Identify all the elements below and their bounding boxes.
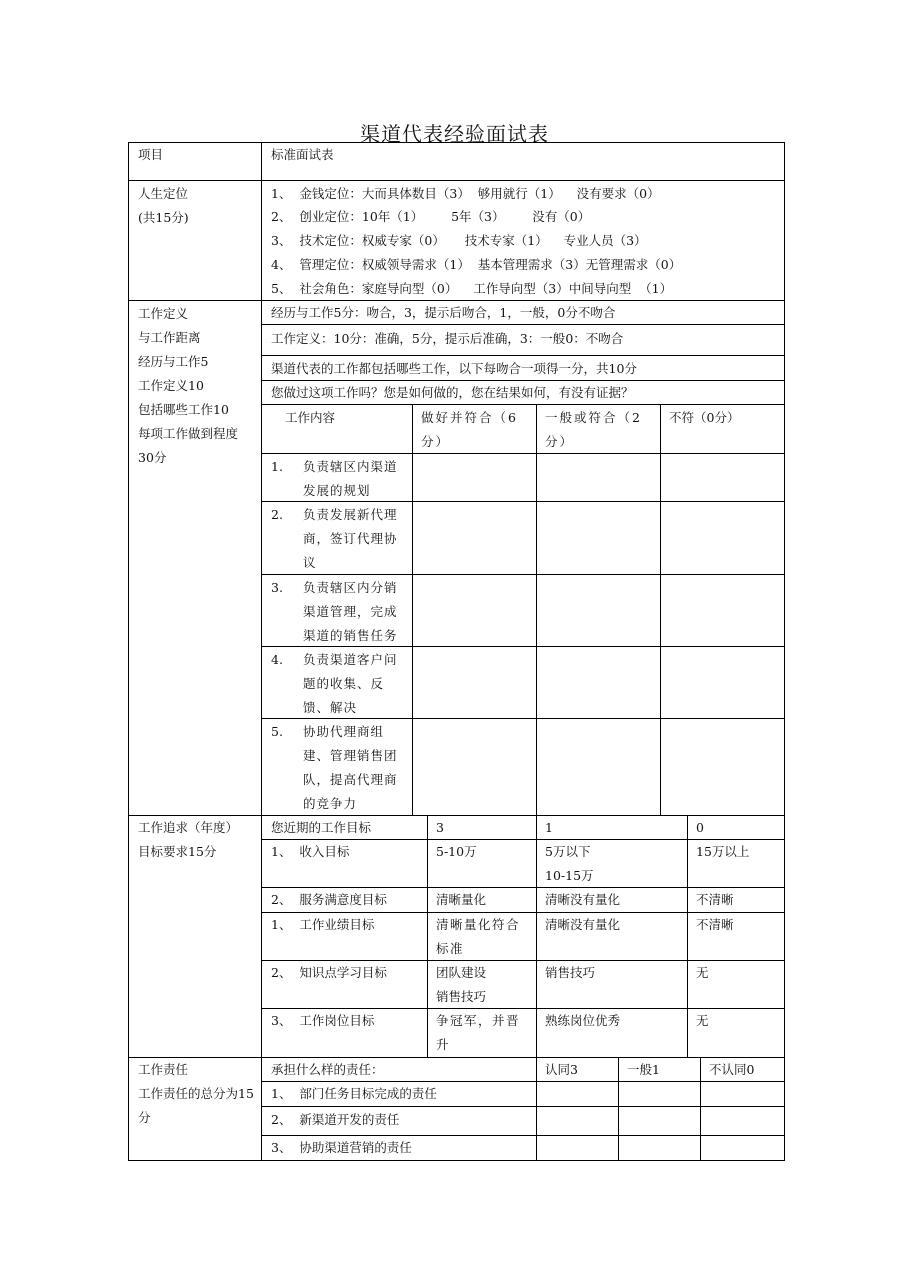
column-divider	[412, 404, 413, 815]
task-number: 4.	[271, 652, 283, 667]
goal-score-1: 清晰没有量化	[545, 892, 621, 907]
task-number: 1.	[271, 459, 283, 474]
life-positioning-score: (共15分)	[138, 210, 189, 225]
task-number: 5.	[271, 724, 283, 739]
goal-score-3: 争冠军，并晋升	[436, 1013, 521, 1052]
work-definition-label: 与工作距离	[138, 330, 201, 345]
goal-score-0: 不清晰	[696, 917, 734, 932]
evidence-question: 您做过这项工作吗？您是如何做的，您在结果如何，有没有证据？	[271, 385, 634, 400]
work-definition-label: 30分	[138, 450, 167, 465]
goal-score-0: 无	[696, 1013, 709, 1028]
column-divider	[700, 1057, 701, 1161]
work-definition-label: 工作定义	[138, 306, 189, 321]
life-positioning-line: 2、 创业定位：10年（1） 5年（3） 没有（0）	[271, 209, 591, 224]
goal-score-3: 5-10万	[436, 844, 477, 859]
column-divider	[536, 404, 537, 815]
goal-score-3: 清晰量化	[436, 892, 487, 907]
header-project-label: 项目	[138, 147, 164, 162]
column-divider	[618, 1057, 619, 1161]
goal-score-1: 熟练岗位优秀	[545, 1013, 621, 1028]
responsibility-label: 工作责任	[138, 1062, 189, 1077]
tasks-header-mismatch: 不符（0分）	[669, 410, 740, 425]
goal-score-1: 销售技巧	[545, 965, 596, 980]
goal-item: 1、 工作业绩目标	[271, 917, 375, 932]
task-number: 2.	[271, 507, 283, 522]
goal-score-0: 15万以上	[696, 844, 750, 859]
task-text: 负责渠道客户问题的收集、反馈、解决	[303, 652, 398, 715]
responsibility-header: 承担什么样的责任：	[271, 1062, 384, 1077]
responsibility-item: 1、 部门任务目标完成的责任	[271, 1086, 437, 1101]
tasks-header-content: 工作内容	[285, 410, 336, 425]
life-positioning-line: 5、 社会角色：家庭导向型（0） 工作导向型（3）中间导向型 （1）	[271, 281, 673, 296]
responsibility-score: 工作责任的总分为15分	[138, 1086, 254, 1125]
experience-scoring: 经历与工作5分：吻合，3，提示后吻合，1，一般，0分不吻合	[271, 305, 616, 320]
goal-score-3: 团队建设 销售技巧	[436, 965, 487, 1004]
responsibility-item: 3、 协助渠道营销的责任	[271, 1140, 412, 1155]
page-title: 渠道代表经验面试表	[360, 122, 549, 146]
tasks-header-average: 一般或符合（2分）	[545, 410, 642, 449]
goal-score-1: 1	[545, 820, 553, 835]
goal-score-0: 0	[696, 820, 704, 835]
column-divider	[536, 1057, 537, 1161]
life-positioning-line: 4、 管理定位：权威领导需求（1） 基本管理需求（3）无管理需求（0）	[271, 257, 682, 272]
definition-scoring: 工作定义：10分：准确，5分，提示后准确，3：一般0：不吻合	[271, 331, 624, 346]
life-positioning-label: 人生定位	[138, 186, 189, 201]
goal-item: 2、 知识点学习目标	[271, 965, 387, 980]
work-pursuit-label: 工作追求（年度）	[138, 820, 239, 835]
goal-score-0: 无	[696, 965, 709, 980]
goal-item: 2、 服务满意度目标	[271, 892, 387, 907]
column-divider	[660, 404, 661, 815]
goal-score-1: 清晰没有量化	[545, 917, 621, 932]
column-divider	[427, 815, 428, 1057]
row-divider	[261, 355, 785, 356]
section-divider	[128, 180, 785, 181]
goal-item: 3、 工作岗位目标	[271, 1013, 375, 1028]
goal-score-3: 清晰量化符合标准	[436, 917, 521, 956]
work-pursuit-score: 目标要求15分	[138, 844, 217, 859]
column-divider	[687, 815, 688, 1057]
responsibility-agree: 认同3	[545, 1062, 578, 1077]
tasks-scoring: 渠道代表的工作都包括哪些工作，以下每吻合一项得一分，共10分	[271, 361, 637, 376]
column-divider	[536, 815, 537, 1057]
goal-score-1: 5万以下 10-15万	[545, 844, 594, 883]
task-text: 负责发展新代理商，签订代理协议	[303, 507, 398, 570]
life-positioning-line: 3、 技术定位：权威专家（0） 技术专家（1） 专业人员（3）	[271, 233, 647, 248]
goal-item: 您近期的工作目标	[271, 820, 372, 835]
responsibility-neutral: 一般1	[627, 1062, 660, 1077]
header-standard-label: 标准面试表	[271, 147, 334, 162]
goal-score-0: 不清晰	[696, 892, 734, 907]
goal-score-3: 3	[436, 820, 444, 835]
responsibility-item: 2、 新渠道开发的责任	[271, 1112, 400, 1127]
task-text: 负责辖区内渠道发展的规划	[303, 459, 398, 498]
task-text: 负责辖区内分销渠道管理，完成渠道的销售任务	[303, 580, 398, 643]
work-definition-label: 包括哪些工作10	[138, 402, 229, 417]
task-number: 3.	[271, 580, 283, 595]
work-definition-label: 工作定义10	[138, 378, 204, 393]
work-definition-label: 经历与工作5	[138, 354, 209, 369]
work-definition-label: 每项工作做到程度	[138, 426, 239, 441]
section-divider	[128, 1057, 785, 1058]
tasks-header-good: 做好并符合（6分）	[421, 410, 518, 449]
responsibility-disagree: 不认同0	[709, 1062, 755, 1077]
task-text: 协助代理商组建、管理销售团队，提高代理商的竞争力	[303, 724, 398, 811]
goal-item: 1、 收入目标	[271, 844, 350, 859]
life-positioning-line: 1、 金钱定位：大而具体数目（3） 够用就行（1） 没有要求（0）	[271, 186, 660, 201]
row-divider	[261, 1106, 785, 1107]
